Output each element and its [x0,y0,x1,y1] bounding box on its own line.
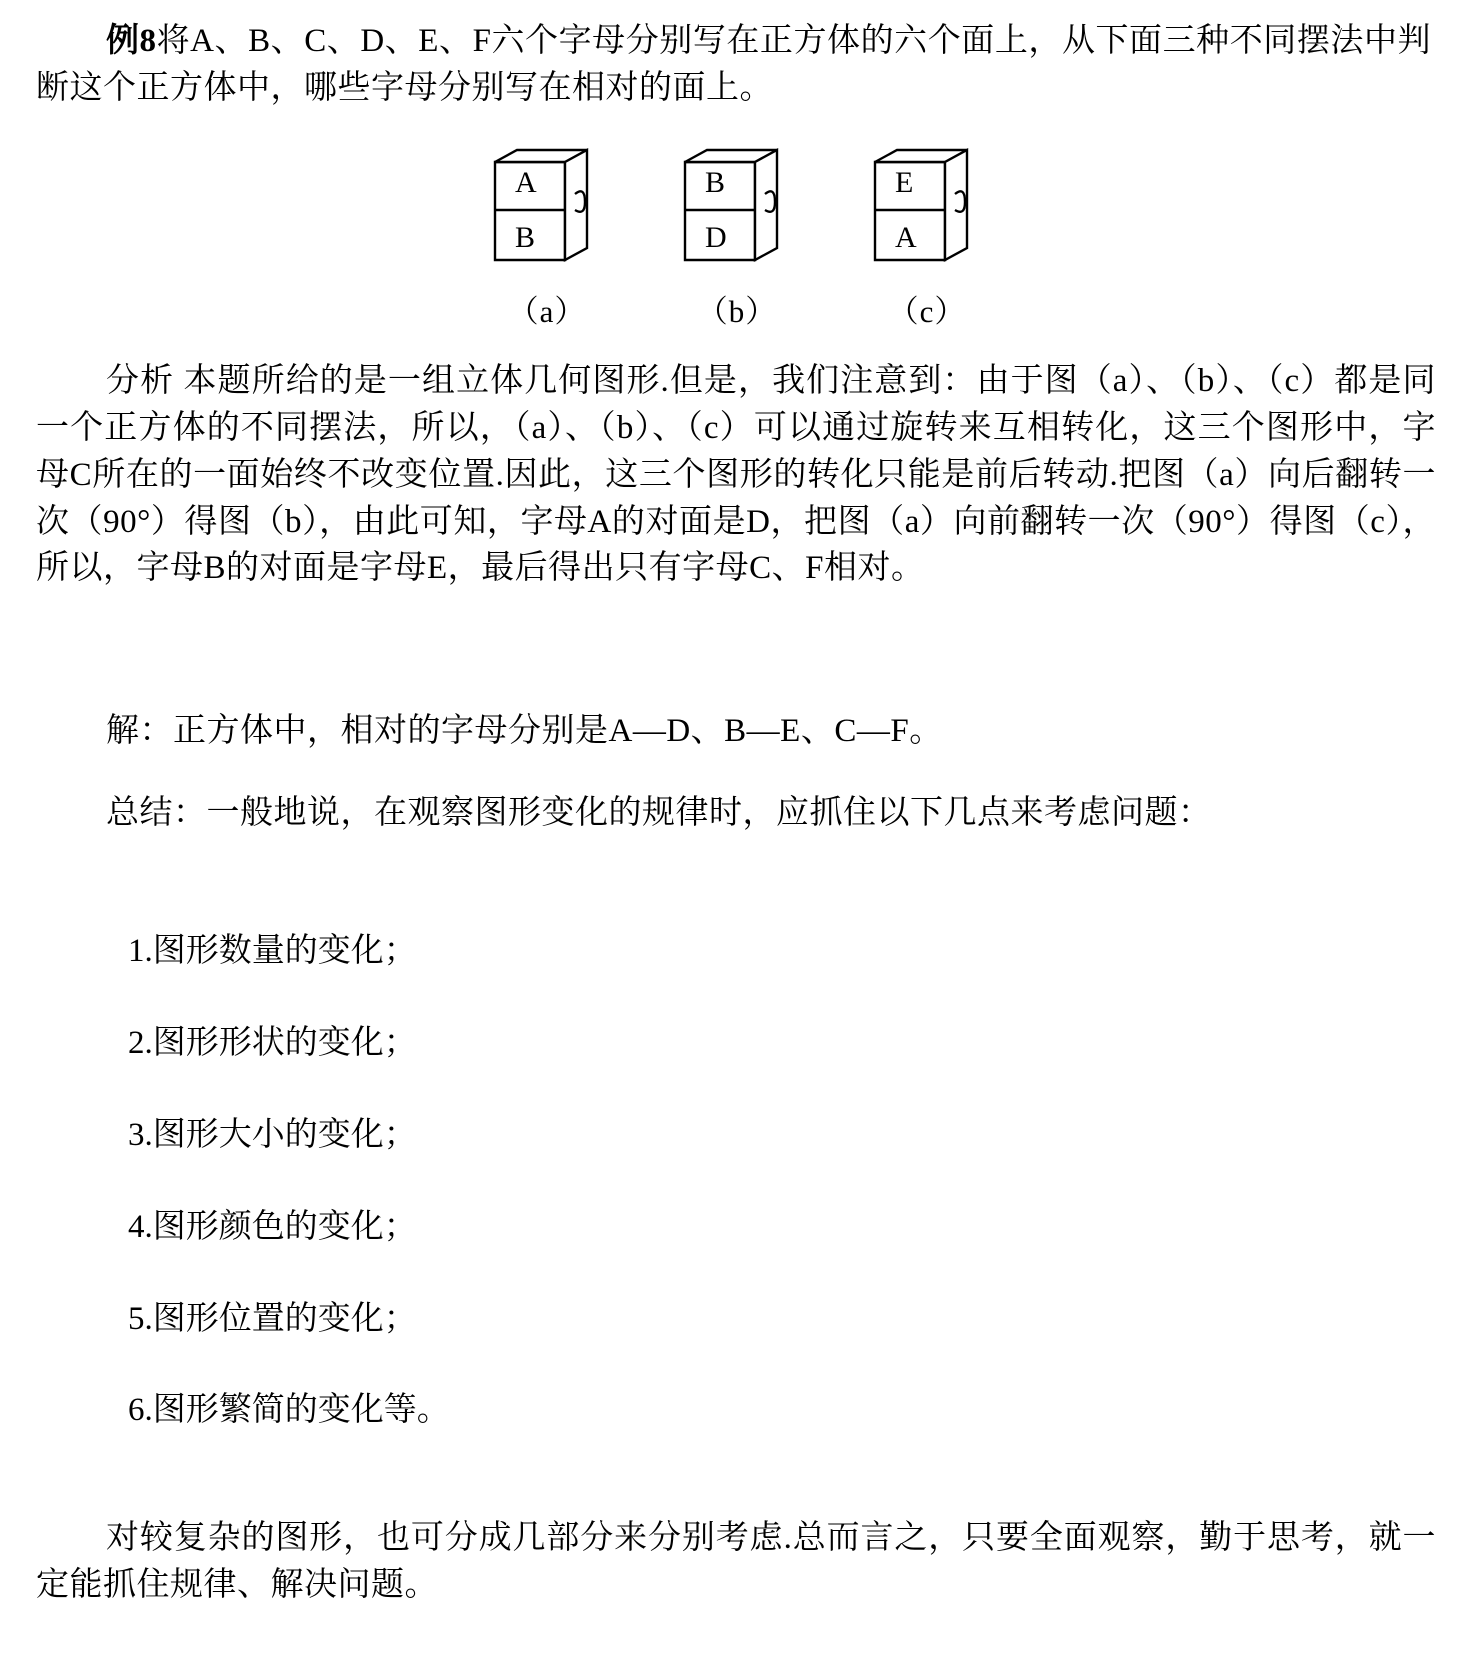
cube-icon [487,148,607,274]
cube-icon [867,148,987,274]
cube-figure-group [0,148,1474,331]
closing-paragraph: 对较复杂的图形，也可分成几部分来分别考虑.总而言之，只要全面观察，勤于思考，就一定能抓住规律、解决问题。 [36,1520,1436,1603]
cube-a-caption: （a） [507,294,587,329]
cube-drawing-b [677,148,797,274]
summary-list [128,930,1328,1481]
list-item: 3.图形大小的变化； [128,1116,417,1153]
summary-paragraph: 总结：一般地说，在观察图形变化的规律时，应抓住以下几点来考虑问题： [106,795,1212,831]
cube-figure-b [677,148,797,331]
cube-a-top-label: A [515,166,537,199]
cube-c-caption: （c） [887,294,967,329]
cube-b-caption: （b） [696,294,778,329]
cube-c-front-label: A [895,221,917,254]
solution-paragraph: 解：正方体中，相对的字母分别是A—D、B—E、C—F。 [106,713,943,749]
list-item: 1.图形数量的变化； [128,933,417,969]
problem-statement [36,18,1431,112]
list-item: 4.图形颜色的变化； [128,1208,417,1245]
problem-text: 将A、B、C、D、E、F六个字母分别写在正方体的六个面上，从下面三种不同摆法中判断这个正方体中，哪些字母分别写在相对的面上。 [36,23,1431,106]
cube-figure-a [487,148,607,331]
list-item: 2.图形形状的变化； [128,1024,417,1061]
list-item: 5.图形位置的变化； [128,1300,417,1337]
cube-a-front-label: B [515,221,536,254]
cube-figure-c [867,148,987,331]
cube-drawing-a [487,148,607,274]
cube-drawing-c [867,148,987,274]
cube-icon [677,148,797,274]
list-item: 6.图形繁简的变化等。 [128,1392,450,1429]
cube-b-top-label: B [705,166,726,199]
cube-b-front-label: D [705,221,727,254]
problem-label: 例8 [106,23,157,59]
analysis-paragraph: 分析 本题所给的是一组立体几何图形.但是，我们注意到：由于图（a）、（b）、（c）都是同一个正方体的不同摆法，所以，（a）、（b）、（c）可以通过旋转来互相转化，这三个图形中，字母C所在的一面始终不改变位置.因此，这三个图形的转化只能是前后转动.把图（a）向后翻转一次（90°）得图（b），由此可知，字母A的对面是D，把图（a）向前翻转一次（90°）得图（c），所以，字母B的对面是字母E，最后得出只有字母C、F相对。 [36,363,1436,587]
cube-c-top-label: E [895,166,914,199]
